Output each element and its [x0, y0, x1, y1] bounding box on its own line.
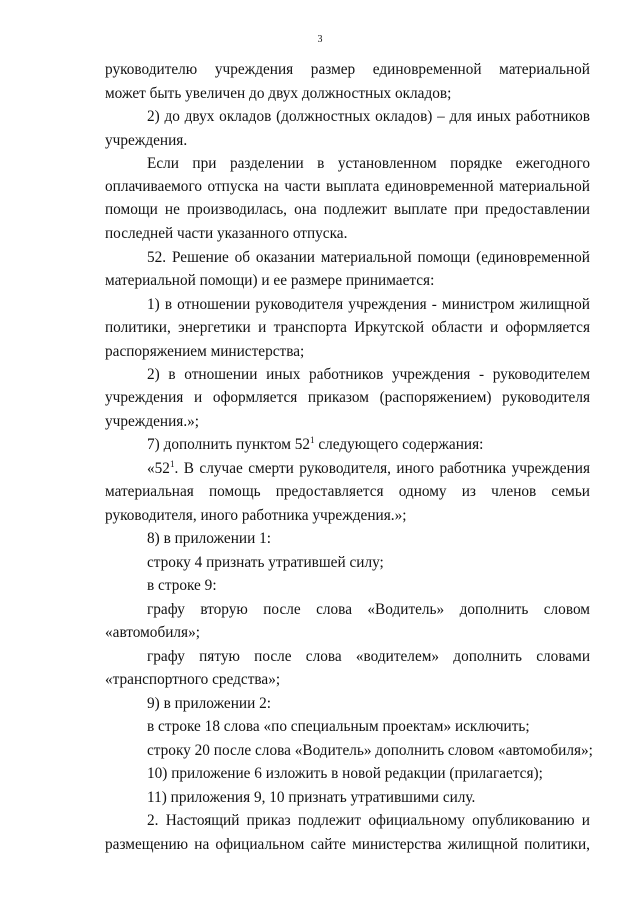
text-line-content: 8) в приложении 1:	[147, 530, 271, 547]
text-line	[105, 271, 590, 291]
text-line	[105, 177, 590, 197]
text-line	[105, 131, 590, 151]
text-line-content: учреждения и оформляется приказом (распоряжением) руководителя	[105, 389, 590, 406]
text-line	[147, 459, 590, 479]
text-line-content: оплачиваемого отпуска на части выплата единовременной материальной	[105, 178, 590, 195]
text-line	[105, 670, 590, 690]
text-line	[147, 295, 590, 315]
text-line	[105, 342, 590, 362]
text-line	[147, 365, 590, 385]
text-line	[147, 600, 590, 620]
text-line	[105, 388, 590, 408]
text-line	[147, 694, 590, 714]
text-line	[147, 576, 590, 596]
text-line	[105, 506, 590, 526]
text-line-content: учреждения.»;	[105, 413, 200, 430]
text-line	[147, 764, 590, 784]
page-number: 3	[317, 34, 323, 45]
text-line	[105, 482, 590, 502]
superscript: 1	[310, 435, 315, 445]
text-line-content: размещению на официальном сайте министерства жилищной политики,	[105, 836, 590, 853]
text-line	[105, 200, 590, 220]
text-line-content: 52. Решение об оказании материальной помощи (единовременной	[147, 249, 590, 266]
text-line-content: 1) в отношении руководителя учреждения - министром жилищной	[147, 296, 590, 313]
text-line-content: учреждения.	[105, 132, 188, 149]
text-line	[147, 435, 590, 455]
text-line-content: 2. Настоящий приказ подлежит официальному опубликованию и	[147, 812, 590, 829]
text-line-content: политики, энергетики и транспорта Иркутской области и оформляется	[105, 319, 590, 336]
text-line-content: строку 20 после слова «Водитель» дополнить словом «автомобиля»;	[147, 742, 593, 759]
text-line-content: помощи не производилась, она подлежит выплате при предоставлении	[105, 201, 590, 218]
text-line-content: материальная помощь предоставляется одному из членов семьи	[105, 483, 590, 500]
text-line	[105, 412, 590, 432]
text-line	[147, 647, 590, 667]
text-line-content: может быть увеличен до двух должностных окладов;	[105, 85, 452, 102]
text-line-tail: . В случае смерти руководителя, иного работника учреждения	[174, 460, 590, 477]
text-line-content: Если при разделении в установленном порядке ежегодного	[147, 155, 590, 172]
text-line	[105, 318, 590, 338]
text-line-content: руководителю учреждения размер единовременной материальной	[105, 61, 590, 78]
text-line-content: в строке 9:	[147, 577, 217, 594]
text-line-content: 9) в приложении 2:	[147, 695, 271, 712]
text-line	[105, 60, 590, 80]
text-line-content: графу пятую после слова «водителем» дополнить словами	[147, 648, 590, 665]
text-line-content: руководителя, иного работника учреждения.»;	[105, 507, 407, 524]
text-line-content: строку 4 признать утратившей силу;	[147, 554, 384, 571]
text-line-content: материальной помощи) и ее размере принимается:	[105, 272, 435, 289]
text-line-content: распоряжением министерства;	[105, 343, 305, 360]
text-line	[105, 835, 590, 855]
text-line-content: 11) приложения 9, 10 признать утратившими силу.	[147, 789, 476, 806]
text-line-content: «автомобиля»;	[105, 624, 200, 641]
text-line	[147, 248, 590, 268]
superscript: 1	[169, 459, 175, 469]
text-line-content: «52	[147, 460, 170, 477]
text-line-content: графу вторую после слова «Водитель» дополнить словом	[147, 601, 590, 618]
text-line-tail: следующего содержания:	[314, 436, 484, 453]
text-line	[147, 741, 593, 761]
text-line	[147, 553, 590, 573]
text-line-content: 7) дополнить пунктом 52	[147, 436, 311, 453]
text-line-content: последней части указанного отпуска.	[105, 225, 348, 242]
text-line	[105, 84, 590, 104]
text-line-content: 2) в отношении иных работников учреждения - руководителем	[147, 366, 590, 383]
text-line	[105, 623, 590, 643]
text-line-content: 2) до двух окладов (должностных окладов) – для иных работников	[147, 108, 590, 125]
text-line	[147, 107, 590, 127]
text-line	[147, 717, 590, 737]
text-line	[105, 224, 590, 244]
text-line-content: в строке 18 слова «по специальным проектам» исключить;	[147, 718, 530, 735]
text-line	[147, 529, 590, 549]
text-line	[147, 788, 590, 808]
text-line	[147, 154, 590, 174]
text-line	[147, 811, 590, 831]
text-line-content: 10) приложение 6 изложить в новой редакции (прилагается);	[147, 765, 543, 782]
text-line-content: «транспортного средства»;	[105, 671, 281, 688]
